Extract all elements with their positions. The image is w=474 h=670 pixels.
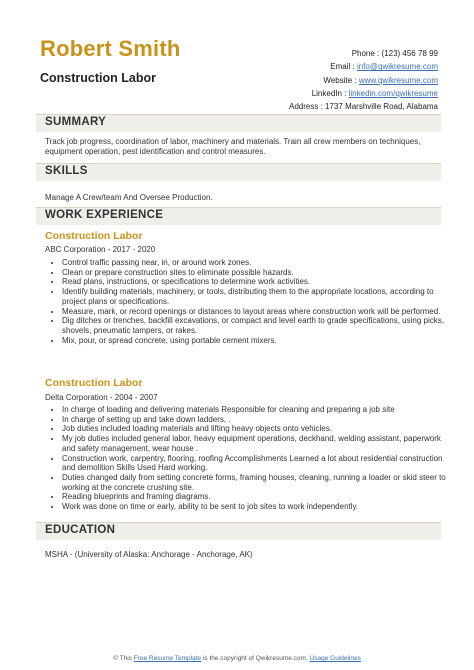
contact-email (289, 60, 438, 73)
section-title: EDUCATION (45, 524, 116, 536)
free-template-link[interactable]: Free Resume Template (133, 655, 202, 662)
contact-address (289, 100, 438, 113)
list-item: • Measure, mark, or record openings or distances to layout areas where construction work will be performed. (62, 307, 452, 317)
experience-section-header (36, 207, 441, 225)
list-item: • My job duties included general labor, heavy equipment operations, deckhand, welding assistant, paperwork and safety management, wear house . (62, 434, 452, 453)
list-item: • Reading blueprints and framing diagrams. (62, 492, 452, 502)
job-title: Construction Labor (45, 230, 143, 242)
summary-text: Track job progress, coordination of labor, machinery and materials. Train all crew members on techniques, equipment operation, pest identification and control measures. (45, 137, 421, 157)
linkedin-label: LinkedIn : (311, 88, 347, 98)
list-item: • Dig ditches or trenches, backfill excavations, or compact and level earth to grade specifications, using picks, shovels, pneumatic tampers, or rakes. (62, 316, 452, 335)
footer-middle: is the copyright of Qwikresume.com. (202, 655, 308, 662)
website-link[interactable]: www.qwikresume.com (358, 75, 438, 85)
list-item: • Identify building materials, machinery, or tools, distributing them to the appropriate locations, according to project plans or specifications. (62, 287, 452, 306)
skills-section-header (36, 163, 441, 181)
section-title: WORK EXPERIENCE (45, 209, 164, 221)
footer-prefix: © This (113, 655, 132, 662)
list-item: • Mix, pour, or spread concrete, using portable cement mixers. (62, 336, 452, 346)
contact-block (289, 47, 438, 113)
list-item: • In charge of setting up and take down ladders, . (62, 415, 452, 425)
list-item: • Construction work, carpentry, flooring, roofing Accomplishments Learned a lot about residential construction and demolition Skills Used Hard working. (62, 454, 452, 473)
email-link[interactable]: info@qwikresume.com (356, 62, 438, 72)
usage-guidelines-link[interactable]: Usage Guidelines (309, 655, 361, 662)
linkedin-link[interactable]: linkedin.com/qwikresume (348, 88, 438, 98)
skills-text: Manage A Crew/team And Oversee Production. (45, 193, 213, 202)
job-bullets (45, 405, 452, 512)
education-section-header (36, 522, 441, 540)
address-value: 1737 Marshville Road, Alabama (325, 102, 438, 112)
candidate-title: Construction Labor (40, 71, 156, 85)
contact-website (289, 74, 438, 87)
job-title: Construction Labor (45, 377, 143, 389)
list-item: • Read plans, instructions, or specifications to determine work activities. (62, 277, 452, 287)
contact-linkedin (289, 87, 438, 100)
job-meta: ABC Corporation - 2017 - 2020 (45, 245, 156, 254)
footer (0, 655, 474, 662)
phone-label: Phone : (351, 49, 380, 58)
education-text: MSHA - (University of Alaska: Anchorage - Anchorage, AK) (45, 550, 253, 559)
candidate-name: Robert Smith (40, 36, 181, 61)
list-item: • Job duties included loading materials and lifting heavy objects onto vehicles. (62, 424, 452, 434)
section-title: SUMMARY (45, 116, 107, 128)
list-item: • Duties changed daily from setting concrete forms, framing houses, cleaning, running a loader or skid steer to working at the concrete crushing site. (62, 473, 452, 492)
list-item: • Control traffic passing near, in, or around work zones. (62, 258, 452, 268)
address-label: Address : (289, 102, 323, 112)
job-bullets (45, 258, 452, 345)
list-item: • In charge of loading and delivering materials Responsible for cleaning and preparing a job site (62, 405, 452, 415)
list-item: • Work was done on time or early, ability to be sent to job sites to work independently. (62, 502, 452, 512)
website-label: Website : (323, 75, 357, 85)
phone-value: (123) 456 78 99 (381, 49, 438, 58)
section-title: SKILLS (45, 165, 88, 177)
list-item: • Clean or prepare construction sites to eliminate possible hazards. (62, 268, 452, 278)
job-meta: Delta Corporation - 2004 - 2007 (45, 393, 158, 402)
email-label: Email : (330, 62, 355, 72)
contact-phone (289, 47, 438, 60)
summary-section-header (36, 114, 441, 132)
